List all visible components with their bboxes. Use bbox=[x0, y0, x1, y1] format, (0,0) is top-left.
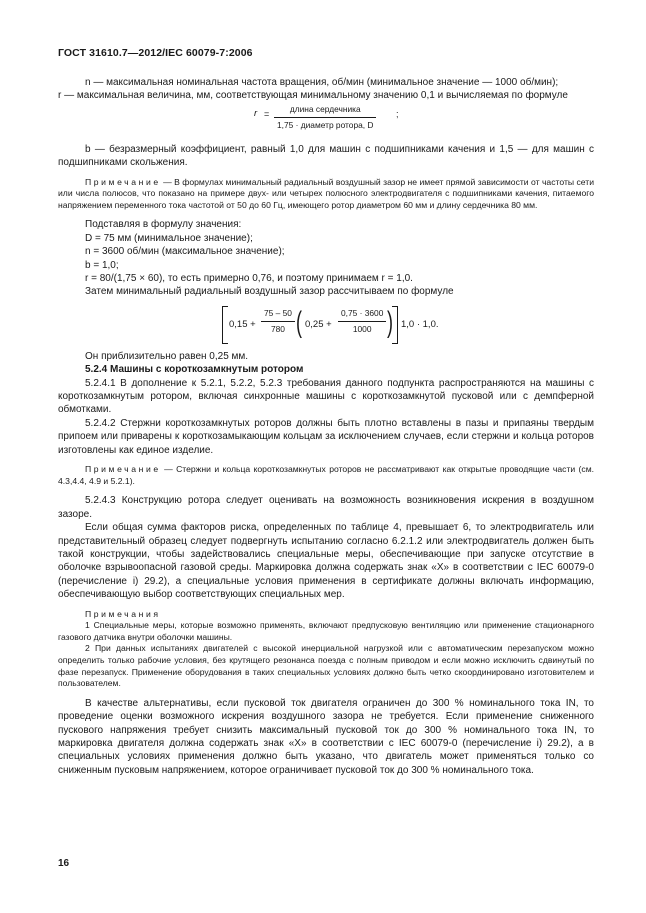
page-number: 16 bbox=[58, 858, 70, 869]
formula-gap-fraction-2-num: 0,75 · 3600 bbox=[341, 307, 384, 318]
note-1-label: Примечание bbox=[85, 176, 161, 187]
substitution-line: n = 3600 об/мин (максимальное значение); bbox=[85, 246, 285, 258]
right-paren: ) bbox=[387, 305, 393, 339]
notes-label bbox=[58, 609, 594, 621]
note-2-label: Примечание bbox=[85, 464, 161, 475]
section-title: 5.2.4 Машины с короткозамкнутым ротором bbox=[85, 364, 304, 376]
substitution-line: b = 1,0; bbox=[85, 259, 119, 271]
note-2 bbox=[58, 464, 594, 487]
document-header: ГОСТ 31610.7—2012/IEC 60079-7:2006 bbox=[58, 47, 253, 59]
formula-gap-fraction-2-den: 1000 bbox=[338, 321, 386, 336]
substitution-line: D = 75 мм (минимальное значение); bbox=[85, 232, 253, 244]
substitution-intro: Подставляя в формулу значения: bbox=[85, 219, 242, 231]
note-item-1: 1 Специальные меры, которые возможно применять, включают предпусковую вентиляцию или применение стационарного газового датчика внутри оболочки машины. bbox=[58, 620, 594, 642]
substitution-line: r = 80/(1,75 × 60), то есть примерно 0,76, и поэтому принимаем r = 1,0. bbox=[85, 273, 413, 285]
formula-r-numerator: длина сердечника bbox=[289, 103, 361, 114]
left-paren: ( bbox=[296, 305, 302, 339]
formula-gap-a: 0,15 + bbox=[229, 318, 256, 330]
formula-r-denominator: 1,75 · диаметр ротора, D bbox=[274, 117, 376, 132]
formula-gap-fraction-1-num: 75 – 50 bbox=[264, 307, 292, 318]
b-definition: b — безразмерный коэффициент, равный 1,0 для машин с подшипниками качения и 1,5 — для машин с подшипниками скольжения. bbox=[58, 143, 594, 169]
note-1-text: — В формулах минимальный радиальный воздушный зазор не имеет прямой зависимости от частоты сети или числа полюсов, что показано на примере двух- или четырех полюсного электродвигателя с подшипниками качения, питаемого напряжением переменного тока частотой от 50 до 60 Гц, имеющего ротор диаметром 60 мм и длину сердечника 80 мм. bbox=[58, 176, 594, 210]
formula-gap bbox=[58, 306, 594, 350]
notes-label-text: Примечания bbox=[85, 608, 161, 619]
substitution-outro: Затем минимальный радиальный воздушный зазор рассчитываем по формуле bbox=[85, 286, 454, 298]
document-body bbox=[58, 76, 594, 777]
clause-5-2-4-1: 5.2.4.1 В дополнение к 5.2.1, 5.2.2, 5.2.3 требования данного подпункта распространяются на машины с короткозамкнутым ротором, включая синхронные машины с короткозамкнутой пусковой или с демпферной обмотками. bbox=[58, 377, 594, 416]
note-1 bbox=[58, 177, 594, 212]
formula-r-eq: = bbox=[264, 108, 270, 119]
formula-r-lhs: r bbox=[254, 107, 258, 119]
clause-5-2-4-2: 5.2.4.2 Стержни короткозамкнутых роторов должны быть плотно вставлены в пазы и припаяны твердым припоем или приварены к короткозамыкающим кольцам за исключением случаев, если стержни и кольца роторов изготовлены как единое изделие. bbox=[58, 417, 594, 456]
formula-gap-fraction-1-den: 780 bbox=[261, 321, 295, 336]
formula-gap-tail: 1,0 · 1,0. bbox=[401, 318, 439, 330]
r-definition: r — максимальная величина, мм, соответствующая минимальному значению 0,1 и вычисляемая по формуле bbox=[58, 90, 568, 102]
formula-gap-fraction-1 bbox=[261, 307, 295, 337]
final-paragraph: В качестве альтернативы, если пусковой ток двигателя ограничен до 300 % номинального тока IN, то проведение оценки возможного искрения воздушного зазора не требуется. Если применение сниженного пускового напряжения требует снизить максимальный пусковой ток до 300 % номинального тока IN, то маркировка двигателя должна содержать знак «X» в соответствии с IEC 60079-0 (перечисление i) 29.2), а в специальных условиях применения должно быть указано, что двигатель может применяться только со сниженным пусковым напряжением, которое ограничивает пусковой ток до 300 % номинального тока. bbox=[58, 697, 594, 776]
note-2-text: — Стержни и кольца короткозамкнутых роторов не рассматривают как открытые проводящие части (см. 4.3,4.4, 4.9 и 5.2.1). bbox=[58, 464, 594, 486]
formula-gap-fraction-2 bbox=[338, 307, 386, 337]
formula-gap-b: 0,25 + bbox=[305, 318, 332, 330]
clause-5-2-4-3-cont: Если общая сумма факторов риска, определенных по таблице 4, превышает 6, то электродвигатель или представительный образец следует подвергнуть испытанию согласно 6.2.1.2 или электродвигатель должен быть такой конструкции, чтобы задействовались специальные меры, обеспечивающие при запуске отсутствие в оболочке взрывоопасной газовой среды. Маркировка должна содержать знак «X» в соответствии с IEC 60079-0 (перечисление i) 29.2), а специальные условия применения в сертификате должны включать информацию, обеспечивающую выбор соответствующих специальных мер. bbox=[58, 522, 594, 601]
result-text: Он приблизительно равен 0,25 мм. bbox=[85, 350, 249, 362]
formula-r-fraction bbox=[274, 103, 376, 133]
note-item-2: 2 При данных испытаниях двигателей с высокой инерциальной нагрузкой или с автоматическим перезапуском можно определить только рабочие условия, без крутящего резонанса поезда с полным приводом и если можно исключить сдвинутый по фазе перезапуск. Применение оборудования в таких специальных условиях должно быть четко скоординировано изготовителем и пользователем. bbox=[58, 643, 594, 689]
formula-r bbox=[58, 103, 594, 143]
clause-5-2-4-3: 5.2.4.3 Конструкцию ротора следует оценивать на возможность возникновения искрения в воздушном зазоре. bbox=[58, 495, 594, 520]
n-definition: n — максимальная номинальная частота вращения, об/мин (минимальное значение — 1000 об/мин); bbox=[85, 77, 559, 88]
formula-r-tail: ; bbox=[396, 108, 399, 119]
right-bracket bbox=[392, 306, 398, 344]
left-bracket bbox=[222, 306, 228, 344]
